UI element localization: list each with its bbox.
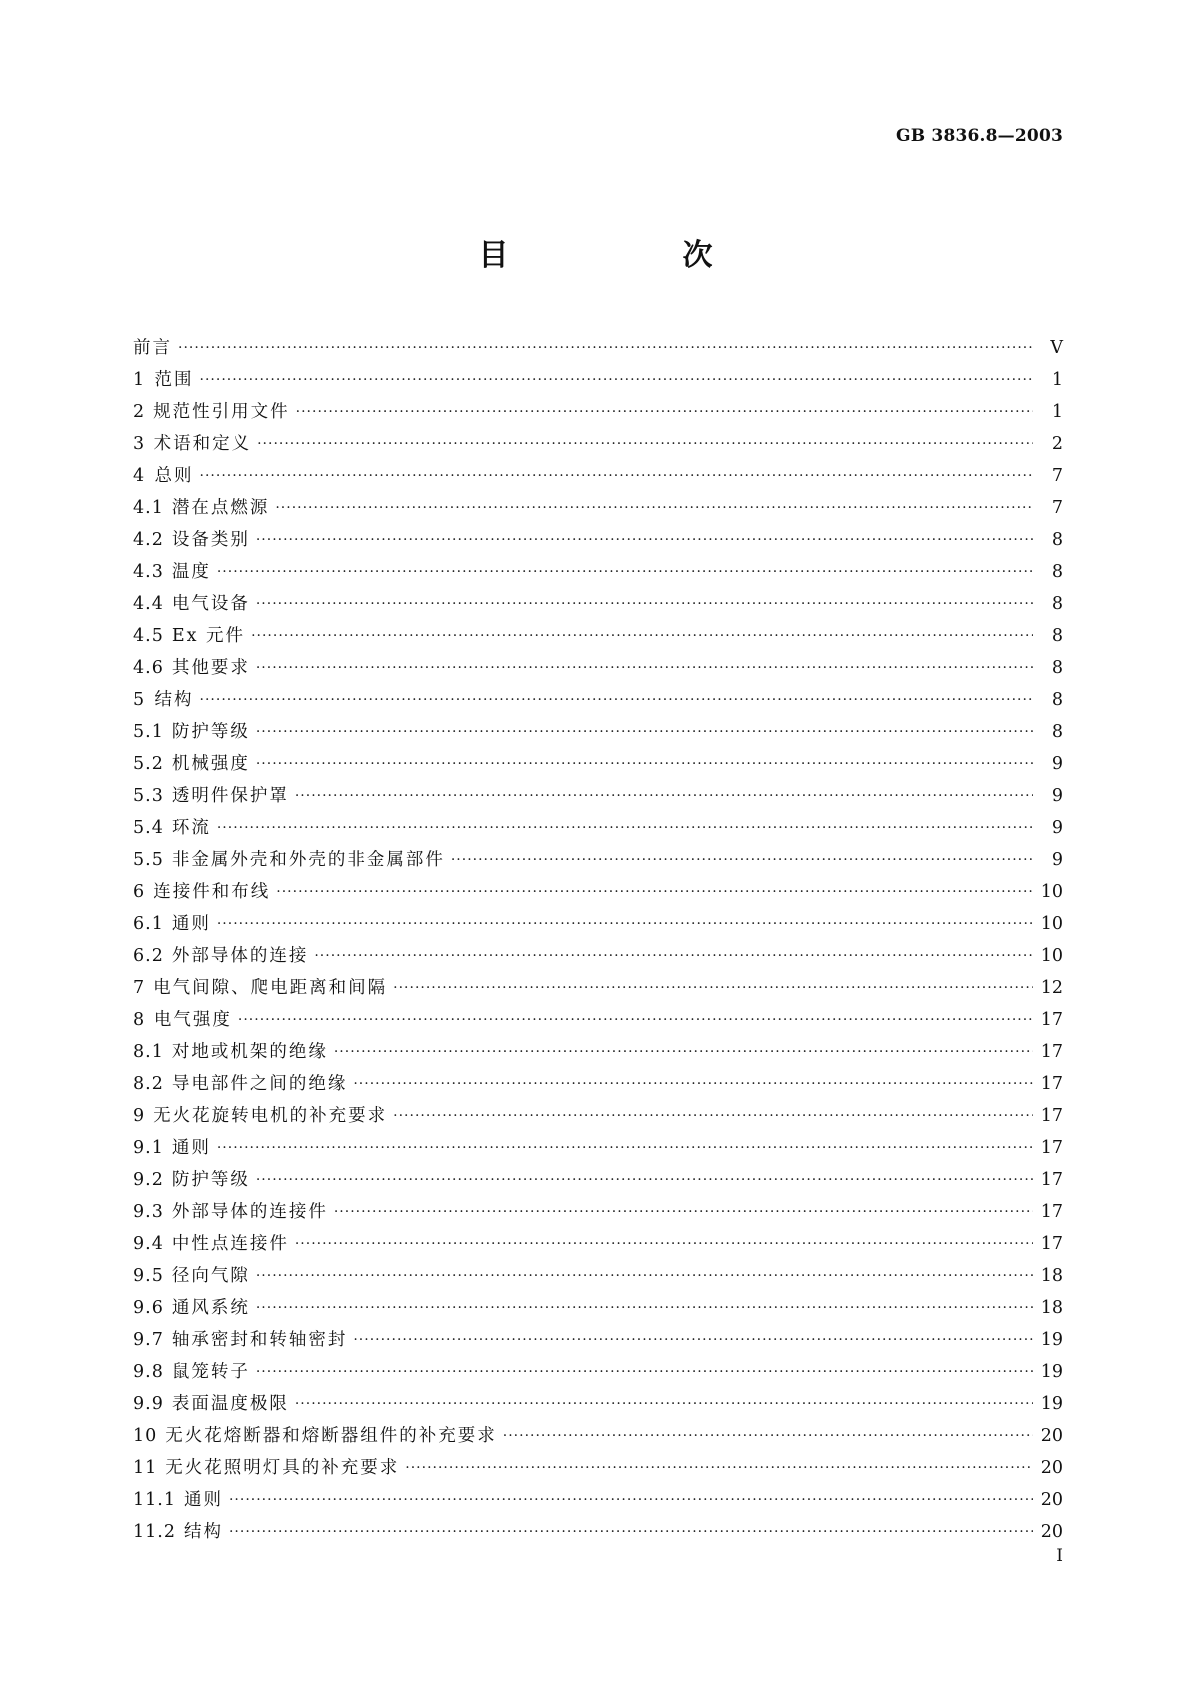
toc-entry[interactable]	[133, 1356, 1063, 1388]
toc-entry[interactable]	[133, 1260, 1063, 1292]
toc-entry[interactable]	[133, 460, 1063, 492]
toc-entry-page: 20	[1040, 1458, 1063, 1478]
toc-entry-title: 无火花照明灯具的补充要求	[165, 1458, 400, 1478]
toc-entry-number: 5.5	[133, 850, 164, 870]
toc-entry-page: 17	[1040, 1170, 1063, 1190]
toc-entry-number: 10	[133, 1426, 158, 1446]
toc-entry-page: 2	[1051, 434, 1063, 454]
toc-entry[interactable]	[133, 1420, 1063, 1452]
toc-entry-page: 8	[1051, 562, 1063, 582]
toc-entry-page: 20	[1040, 1426, 1063, 1446]
toc-entry[interactable]	[133, 748, 1063, 780]
toc-entry-title: 无火花熔断器和熔断器组件的补充要求	[165, 1426, 497, 1446]
toc-entry-title: 结构	[183, 1522, 223, 1542]
toc-leader-dots	[238, 1004, 1033, 1036]
toc-entry-number: 5.2	[133, 754, 164, 774]
toc-leader-dots	[178, 332, 1033, 364]
toc-entry-title: 通风系统	[171, 1298, 250, 1318]
toc-entry-number: 9.9	[133, 1394, 164, 1414]
toc-entry-title: 温度	[171, 562, 211, 582]
toc-entry-title: 导电部件之间的绝缘	[171, 1074, 348, 1094]
toc-entry-title: 设备类别	[171, 530, 250, 550]
toc-leader-dots	[217, 556, 1033, 588]
toc-entry-number: 9.7	[133, 1330, 164, 1350]
toc-leader-dots	[393, 972, 1033, 1004]
toc-entry-title: 通则	[171, 914, 211, 934]
toc-entry[interactable]	[133, 492, 1063, 524]
toc-entry-title: 外部导体的连接	[171, 946, 309, 966]
toc-entry-title: 规范性引用文件	[153, 402, 290, 422]
page-folio: I	[1056, 1546, 1063, 1566]
toc-entry-number: 4.3	[133, 562, 164, 582]
toc-entry-page: 8	[1051, 594, 1063, 614]
toc-entry-number: 5.3	[133, 786, 164, 806]
toc-entry-page: 1	[1051, 402, 1063, 422]
toc-entry-page: 8	[1051, 658, 1063, 678]
toc-entry-title: 总则	[154, 466, 194, 486]
toc-leader-dots	[353, 1324, 1033, 1356]
toc-entry-number: 8.1	[133, 1042, 164, 1062]
toc-entry[interactable]	[133, 556, 1063, 588]
toc-entry-number: 8	[133, 1010, 146, 1030]
toc-leader-dots	[251, 620, 1033, 652]
toc-entry-page: 7	[1051, 466, 1063, 486]
toc-entry-number: 5	[133, 690, 146, 710]
toc-entry-page: 8	[1051, 626, 1063, 646]
toc-leader-dots	[295, 1388, 1033, 1420]
toc-entry[interactable]	[133, 1228, 1063, 1260]
toc-leader-dots	[295, 1228, 1033, 1260]
toc-leader-dots	[334, 1036, 1033, 1068]
toc-leader-dots	[256, 1356, 1033, 1388]
toc-entry-page: 17	[1040, 1234, 1063, 1254]
toc-leader-dots	[256, 1164, 1033, 1196]
toc-entry-title: 中性点连接件	[171, 1234, 289, 1254]
toc-entry-number: 6	[133, 882, 146, 902]
toc-entry-number: 6.2	[133, 946, 164, 966]
toc-entry-title: 术语和定义	[153, 434, 252, 454]
toc-entry[interactable]	[133, 844, 1063, 876]
toc-entry-page: 19	[1040, 1362, 1063, 1382]
toc-entry-title: 连接件和布线	[153, 882, 271, 902]
toc-leader-dots	[256, 652, 1033, 684]
table-of-contents	[133, 332, 1063, 1548]
toc-entry-title: 机械强度	[171, 754, 250, 774]
toc-entry-number: 2	[133, 402, 146, 422]
toc-entry-page: 20	[1040, 1522, 1063, 1542]
toc-entry[interactable]	[133, 1004, 1063, 1036]
toc-entry-page: V	[1050, 338, 1063, 358]
toc-entry-title: 电气强度	[153, 1010, 232, 1030]
toc-leader-dots	[296, 396, 1033, 428]
toc-entry-page: 1	[1051, 370, 1063, 390]
toc-leader-dots	[200, 684, 1033, 716]
toc-entry-title: 通则	[171, 1138, 211, 1158]
toc-entry[interactable]	[133, 1484, 1063, 1516]
toc-entry-title: 对地或机架的绝缘	[171, 1042, 328, 1062]
toc-entry-number: 9.4	[133, 1234, 164, 1254]
toc-entry-title: 其他要求	[171, 658, 250, 678]
toc-entry[interactable]	[133, 972, 1063, 1004]
toc-entry[interactable]	[133, 780, 1063, 812]
toc-entry-page: 9	[1051, 818, 1063, 838]
toc-entry-page: 19	[1040, 1330, 1063, 1350]
standard-number: GB 3836.8—2003	[896, 126, 1063, 146]
toc-entry-number: 3	[133, 434, 146, 454]
toc-leader-dots	[229, 1516, 1033, 1548]
toc-entry[interactable]	[133, 524, 1063, 556]
toc-entry-number: 9.2	[133, 1170, 164, 1190]
toc-entry-number: 11.2	[133, 1522, 176, 1542]
toc-leader-dots	[217, 1132, 1033, 1164]
toc-leader-dots	[276, 876, 1033, 908]
toc-entry[interactable]	[133, 1388, 1063, 1420]
toc-leader-dots	[295, 780, 1033, 812]
toc-entry-page: 8	[1051, 530, 1063, 550]
toc-entry-page: 17	[1040, 1074, 1063, 1094]
toc-entry-number: 9.1	[133, 1138, 164, 1158]
toc-entry-page: 9	[1051, 850, 1063, 870]
toc-entry-number: 9.5	[133, 1266, 164, 1286]
toc-entry-title: 轴承密封和转轴密封	[171, 1330, 348, 1350]
toc-entry-number: 5.4	[133, 818, 164, 838]
toc-entry-title: 电气间隙、爬电距离和间隔	[153, 978, 388, 998]
toc-entry-number: 1	[133, 370, 146, 390]
toc-entry-page: 9	[1051, 754, 1063, 774]
toc-entry-number: 4.4	[133, 594, 164, 614]
toc-entry-number: 4	[133, 466, 146, 486]
toc-entry[interactable]	[133, 1516, 1063, 1548]
toc-entry-number: 8.2	[133, 1074, 164, 1094]
toc-entry-number: 6.1	[133, 914, 164, 934]
toc-entry[interactable]	[133, 428, 1063, 460]
toc-entry-page: 10	[1040, 946, 1063, 966]
toc-leader-dots	[256, 524, 1033, 556]
toc-entry[interactable]	[133, 1100, 1063, 1132]
toc-entry-title: 环流	[171, 818, 211, 838]
toc-leader-dots	[314, 940, 1033, 972]
toc-entry-page: 20	[1040, 1490, 1063, 1510]
toc-entry[interactable]	[133, 332, 1063, 364]
toc-entry-page: 10	[1040, 914, 1063, 934]
toc-entry-page: 18	[1040, 1298, 1063, 1318]
toc-leader-dots	[334, 1196, 1033, 1228]
toc-entry[interactable]	[133, 1292, 1063, 1324]
toc-entry-number: 4.1	[133, 498, 164, 518]
toc-entry-number: 11	[133, 1458, 158, 1478]
toc-leader-dots	[256, 588, 1033, 620]
toc-entry[interactable]	[133, 684, 1063, 716]
toc-entry[interactable]	[133, 1164, 1063, 1196]
toc-leader-dots	[256, 1260, 1033, 1292]
toc-entry[interactable]	[133, 1132, 1063, 1164]
toc-entry[interactable]	[133, 652, 1063, 684]
toc-entry-page: 17	[1040, 1202, 1063, 1222]
toc-leader-dots	[200, 364, 1033, 396]
toc-entry-number: 5.1	[133, 722, 164, 742]
toc-entry-title: 前言	[133, 338, 172, 358]
toc-entry[interactable]	[133, 620, 1063, 652]
toc-leader-dots	[257, 428, 1033, 460]
toc-entry-page: 17	[1040, 1106, 1063, 1126]
toc-entry-title: 潜在点燃源	[171, 498, 270, 518]
toc-entry-title: 透明件保护罩	[171, 786, 289, 806]
toc-entry-number: 7	[133, 978, 146, 998]
toc-entry-title: Ex 元件	[171, 626, 246, 646]
toc-entry-number: 4.2	[133, 530, 164, 550]
toc-entry-page: 10	[1040, 882, 1063, 902]
toc-leader-dots	[393, 1100, 1033, 1132]
toc-entry-title: 表面温度极限	[171, 1394, 289, 1414]
toc-entry-title: 无火花旋转电机的补充要求	[153, 1106, 388, 1126]
toc-entry[interactable]	[133, 812, 1063, 844]
toc-entry[interactable]	[133, 1068, 1063, 1100]
toc-leader-dots	[353, 1068, 1033, 1100]
toc-entry-page: 19	[1040, 1394, 1063, 1414]
toc-entry[interactable]	[133, 588, 1063, 620]
toc-entry[interactable]	[133, 876, 1063, 908]
toc-entry-page: 7	[1051, 498, 1063, 518]
toc-entry-title: 结构	[154, 690, 194, 710]
toc-entry-title: 径向气隙	[171, 1266, 250, 1286]
toc-entry[interactable]	[133, 1196, 1063, 1228]
toc-entry-number: 9.3	[133, 1202, 164, 1222]
toc-entry[interactable]	[133, 940, 1063, 972]
toc-entry[interactable]	[133, 364, 1063, 396]
toc-entry[interactable]	[133, 1324, 1063, 1356]
toc-entry[interactable]	[133, 716, 1063, 748]
toc-entry[interactable]	[133, 1452, 1063, 1484]
toc-entry-number: 4.5	[133, 626, 164, 646]
toc-leader-dots	[217, 908, 1033, 940]
toc-entry-number: 9	[133, 1106, 146, 1126]
toc-leader-dots	[275, 492, 1033, 524]
toc-entry-title: 防护等级	[171, 722, 250, 742]
toc-entry-number: 9.6	[133, 1298, 164, 1318]
toc-leader-dots	[256, 1292, 1033, 1324]
toc-entry-page: 17	[1040, 1010, 1063, 1030]
toc-leader-dots	[503, 1420, 1033, 1452]
toc-leader-dots	[217, 812, 1033, 844]
toc-leader-dots	[405, 1452, 1033, 1484]
toc-entry-title: 通则	[183, 1490, 223, 1510]
page-title: 目 次	[478, 238, 785, 273]
toc-entry-page: 17	[1040, 1138, 1063, 1158]
toc-entry-number: 4.6	[133, 658, 164, 678]
toc-leader-dots	[256, 748, 1033, 780]
toc-entry-title: 范围	[154, 370, 194, 390]
toc-entry-number: 11.1	[133, 1490, 176, 1510]
toc-entry-page: 8	[1051, 690, 1063, 710]
toc-leader-dots	[229, 1484, 1033, 1516]
toc-leader-dots	[256, 716, 1033, 748]
toc-entry[interactable]	[133, 396, 1063, 428]
toc-entry[interactable]	[133, 908, 1063, 940]
toc-entry-page: 17	[1040, 1042, 1063, 1062]
toc-leader-dots	[451, 844, 1033, 876]
toc-leader-dots	[200, 460, 1033, 492]
toc-entry-page: 8	[1051, 722, 1063, 742]
toc-entry-title: 外部导体的连接件	[171, 1202, 328, 1222]
toc-entry-title: 鼠笼转子	[171, 1362, 250, 1382]
toc-entry-title: 非金属外壳和外壳的非金属部件	[171, 850, 445, 870]
toc-entry-page: 18	[1040, 1266, 1063, 1286]
toc-entry-number: 9.8	[133, 1362, 164, 1382]
toc-entry-title: 电气设备	[171, 594, 250, 614]
toc-entry[interactable]	[133, 1036, 1063, 1068]
toc-entry-title: 防护等级	[171, 1170, 250, 1190]
toc-entry-page: 9	[1051, 786, 1063, 806]
toc-entry-page: 12	[1040, 978, 1063, 998]
